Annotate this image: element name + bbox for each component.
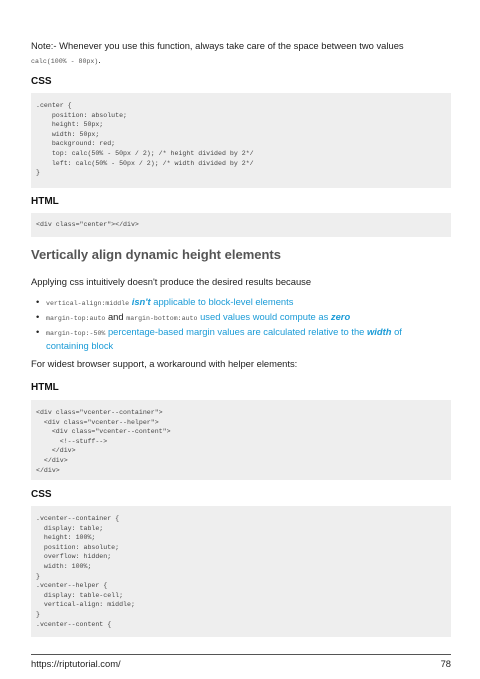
bullet-list <box>36 296 454 353</box>
css-code-block <box>31 93 451 188</box>
code-line: .vcenter--helper { <box>36 582 108 590</box>
bullet-link[interactable]: used values would compute as <box>200 311 329 322</box>
intro-text: Applying css intuitively doesn't produce the desired results because <box>31 276 312 287</box>
code-line: </div> <box>36 447 76 455</box>
bullet-link[interactable]: of <box>394 326 402 337</box>
emphasis-link[interactable]: width <box>366 326 392 337</box>
code-line: </div> <box>36 456 68 464</box>
section-title: Vertically align dynamic height elements <box>31 247 281 262</box>
code-line: background: red; <box>36 140 116 148</box>
html-heading: HTML <box>31 382 59 393</box>
code-line: <div class="vcenter--helper"> <box>36 418 159 426</box>
css-code-block <box>31 506 451 637</box>
code-line: display: table-cell; <box>36 591 124 599</box>
inline-code: margin-top:-50% <box>46 330 106 337</box>
note-code-suffix: . <box>98 54 101 65</box>
note-code: calc(100% - 80px) <box>31 58 99 65</box>
code-line: width: 50px; <box>36 130 100 138</box>
code-line: display: table; <box>36 524 104 532</box>
code-line: overflow: hidden; <box>36 553 112 561</box>
code-line: vertical-align: middle; <box>36 601 135 609</box>
inline-code: margin-top:auto <box>46 315 106 322</box>
code-line: left: calc(50% - 50px / 2); /* width divided by 2*/ <box>36 159 254 167</box>
list-item <box>36 311 454 325</box>
code-line: position: absolute; <box>36 111 128 119</box>
workaround-text: For widest browser support, a workaround with helper elements: <box>31 358 298 369</box>
page-number: 78 <box>440 658 451 669</box>
code-line: } <box>36 572 40 580</box>
note-code-line <box>31 54 101 68</box>
emphasis-link[interactable]: isn't <box>131 296 151 307</box>
bullet-text: and <box>107 311 124 322</box>
code-line: <div class="vcenter--content"> <box>36 428 171 436</box>
code-line: <div class="vcenter--container"> <box>36 409 163 416</box>
footer-url[interactable]: https://riptutorial.com/ <box>31 658 121 669</box>
list-item <box>36 326 454 352</box>
code-line: } <box>36 169 40 177</box>
code-line: <div class="center"></div> <box>36 221 139 228</box>
code-line: height: 100%; <box>36 534 96 542</box>
code-line: .center { <box>36 102 72 109</box>
inline-code: vertical-align:middle <box>46 300 130 307</box>
code-line: top: calc(50% - 50px / 2); /* height divided by 2*/ <box>36 149 254 157</box>
code-line: .vcenter--content { <box>36 620 112 628</box>
code-line: .vcenter--container { <box>36 515 120 522</box>
code-line: </div> <box>36 466 60 474</box>
css-heading: CSS <box>31 76 52 87</box>
code-line: } <box>36 610 40 618</box>
html-code-block <box>31 213 451 237</box>
bullet-link[interactable]: percentage-based margin values are calculated relative to the <box>107 326 365 337</box>
code-line: height: 50px; <box>36 121 104 129</box>
code-line: position: absolute; <box>36 543 120 551</box>
code-line: <!--stuff--> <box>36 437 108 445</box>
footer-divider <box>31 654 451 655</box>
emphasis-link[interactable]: zero <box>330 311 351 322</box>
code-line: width: 100%; <box>36 562 92 570</box>
note-text: Note:- Whenever you use this function, always take care of the space between two values <box>31 40 404 51</box>
inline-code: margin-bottom:auto <box>126 315 198 322</box>
css-heading: CSS <box>31 489 52 500</box>
list-item <box>36 296 454 310</box>
bullet-link[interactable]: applicable to block-level elements <box>153 296 294 307</box>
html-heading: HTML <box>31 196 59 207</box>
bullet-link[interactable]: containing block <box>46 340 114 351</box>
html-code-block <box>31 400 451 480</box>
